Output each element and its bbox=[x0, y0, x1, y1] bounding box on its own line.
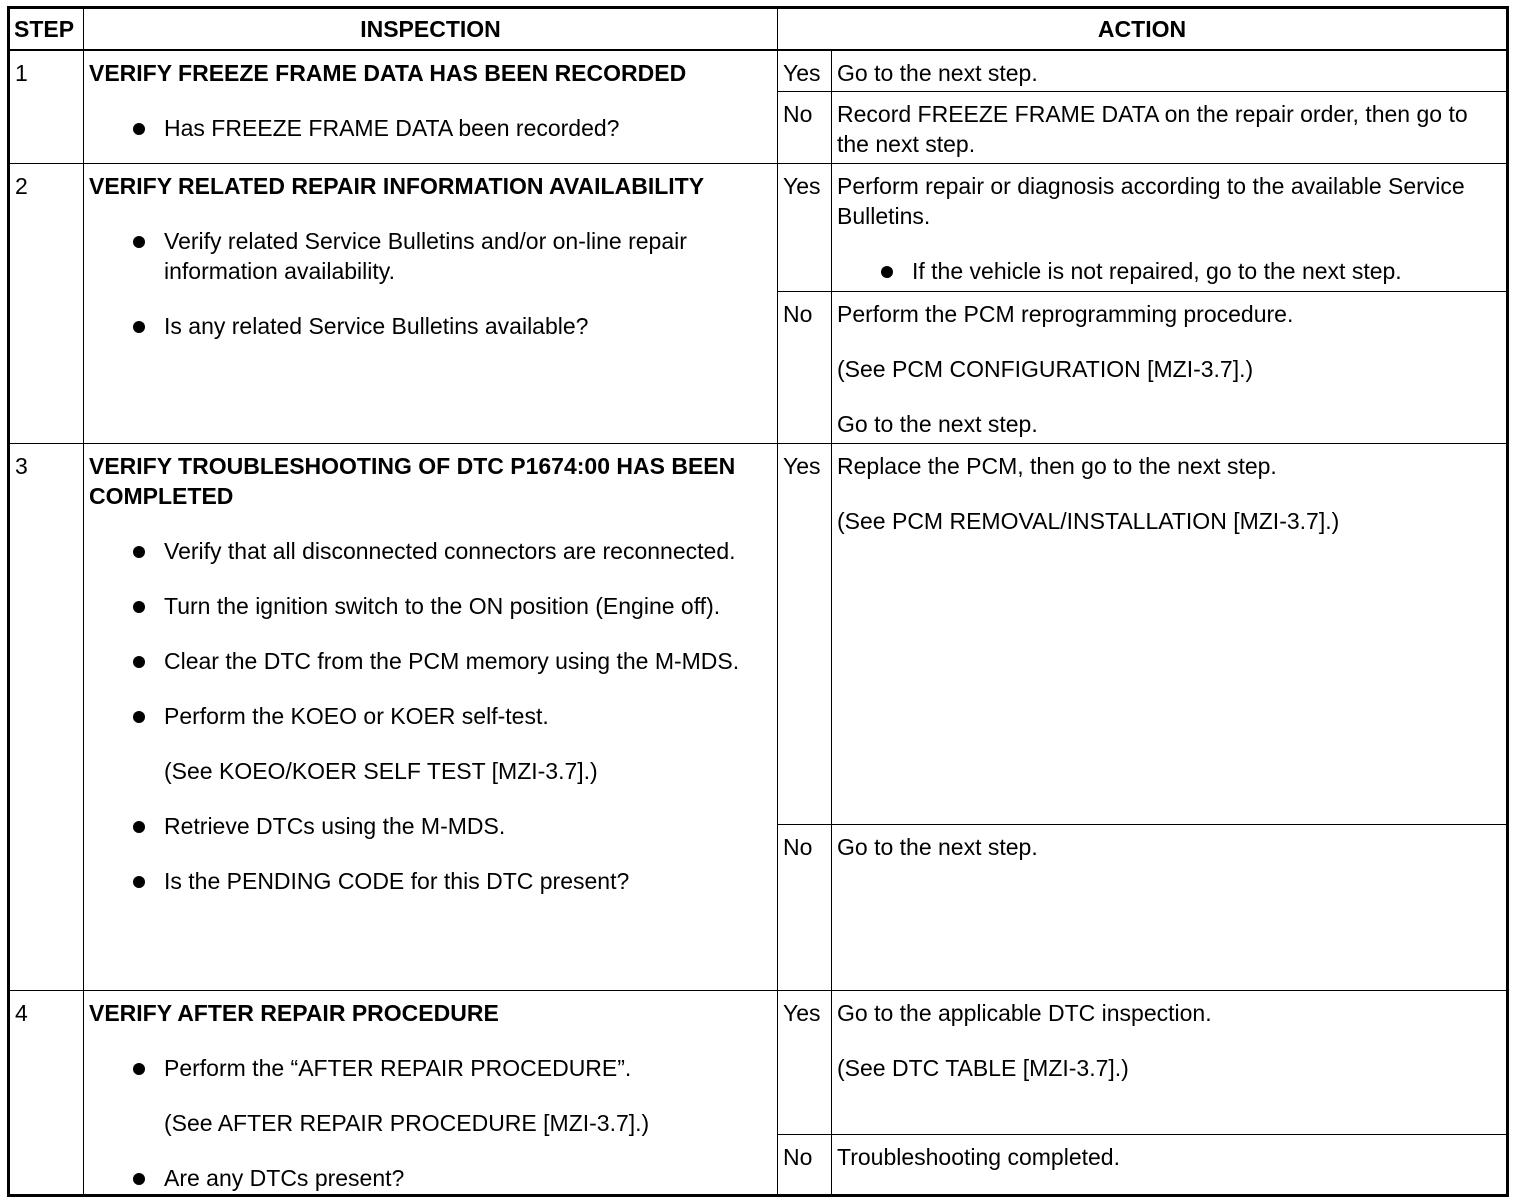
header-action: ACTION bbox=[778, 8, 1508, 50]
bullet-text: Verify related Service Bulletins and/or on-line repair information availability. bbox=[164, 228, 687, 284]
step-1-yes-row bbox=[9, 50, 1508, 92]
inspection-table bbox=[7, 6, 1509, 1197]
no-action bbox=[832, 292, 1508, 444]
reference-note: (See AFTER REPAIR PROCEDURE [MZI-3.7].) bbox=[164, 1110, 650, 1136]
bullet-text: Are any DTCs present? bbox=[164, 1165, 405, 1191]
action-line: Perform the PCM reprogramming procedure. bbox=[837, 301, 1294, 327]
bullet-item bbox=[89, 591, 772, 621]
step-number: 3 bbox=[9, 444, 84, 991]
header-step: STEP bbox=[9, 8, 84, 50]
step-2-yes-row bbox=[9, 164, 1508, 292]
step-number: 1 bbox=[9, 50, 84, 164]
bullet-dot-icon bbox=[133, 1173, 145, 1185]
no-label: No bbox=[778, 825, 832, 991]
bullet-text: Verify that all disconnected connectors are reconnected. bbox=[164, 538, 736, 564]
yes-action: Go to the next step. bbox=[832, 50, 1508, 92]
bullet-text: Is the PENDING CODE for this DTC present? bbox=[164, 868, 630, 894]
bullet-text: If the vehicle is not repaired, go to the next step. bbox=[912, 258, 1402, 284]
bullet-list bbox=[89, 1053, 772, 1083]
bullet-text: Is any related Service Bulletins available? bbox=[164, 313, 589, 339]
bullet-item bbox=[89, 536, 772, 566]
bullet-list bbox=[89, 113, 772, 143]
bullet-item bbox=[89, 311, 772, 341]
bullet-item bbox=[89, 701, 772, 731]
bullet-item bbox=[89, 866, 772, 896]
bullet-text: Perform the KOEO or KOER self-test. bbox=[164, 703, 549, 729]
bullet-dot-icon bbox=[133, 876, 145, 888]
bullet-dot-icon bbox=[133, 656, 145, 668]
step-3-inspection bbox=[84, 444, 778, 991]
bullet-item bbox=[89, 226, 772, 286]
step-number: 4 bbox=[9, 991, 84, 1196]
action-bullet-item bbox=[837, 256, 1501, 286]
bullet-dot-icon bbox=[133, 1063, 145, 1075]
step-title: VERIFY RELATED REPAIR INFORMATION AVAILABILITY bbox=[89, 173, 705, 199]
action-line: (See DTC TABLE [MZI-3.7].) bbox=[837, 1055, 1129, 1081]
bullet-dot-icon bbox=[133, 821, 145, 833]
step-title: VERIFY TROUBLESHOOTING OF DTC P1674:00 HAS BEEN COMPLETED bbox=[89, 453, 736, 509]
no-label: No bbox=[778, 92, 832, 164]
bullet-list bbox=[89, 811, 772, 896]
header-row bbox=[9, 8, 1508, 50]
step-4-inspection bbox=[84, 991, 778, 1196]
bullet-dot-icon bbox=[133, 601, 145, 613]
reference-note: (See KOEO/KOER SELF TEST [MZI-3.7].) bbox=[164, 758, 598, 784]
bullet-text: Clear the DTC from the PCM memory using the M-MDS. bbox=[164, 648, 740, 674]
yes-action bbox=[832, 991, 1508, 1135]
bullet-item bbox=[89, 811, 772, 841]
bullet-item bbox=[89, 646, 772, 676]
yes-label: Yes bbox=[778, 991, 832, 1135]
action-line: Go to the applicable DTC inspection. bbox=[837, 1000, 1212, 1026]
step-number: 2 bbox=[9, 164, 84, 444]
yes-action bbox=[832, 164, 1508, 292]
header-inspection: INSPECTION bbox=[84, 8, 778, 50]
yes-label: Yes bbox=[778, 50, 832, 92]
step-title: VERIFY FREEZE FRAME DATA HAS BEEN RECORDED bbox=[89, 59, 687, 86]
bullet-text: Perform the “AFTER REPAIR PROCEDURE”. bbox=[164, 1055, 632, 1081]
step-3-yes-row bbox=[9, 444, 1508, 825]
bullet-list bbox=[89, 536, 772, 731]
yes-label: Yes bbox=[778, 164, 832, 292]
bullet-list bbox=[89, 1163, 772, 1193]
no-action: Go to the next step. bbox=[832, 825, 1508, 991]
yes-label: Yes bbox=[778, 444, 832, 825]
action-line: (See PCM CONFIGURATION [MZI-3.7].) bbox=[837, 356, 1254, 382]
step-title: VERIFY AFTER REPAIR PROCEDURE bbox=[89, 1000, 499, 1026]
bullet-item bbox=[89, 1163, 772, 1193]
no-action: Troubleshooting completed. bbox=[832, 1135, 1508, 1196]
bullet-dot-icon bbox=[133, 711, 145, 723]
bullet-item bbox=[89, 113, 772, 143]
bullet-dot-icon bbox=[133, 546, 145, 558]
yes-action bbox=[832, 444, 1508, 825]
action-line: Replace the PCM, then go to the next step. bbox=[837, 453, 1277, 479]
action-line: Go to the next step. bbox=[837, 411, 1038, 437]
step-4-yes-row bbox=[9, 991, 1508, 1135]
no-label: No bbox=[778, 1135, 832, 1196]
bullet-dot-icon bbox=[133, 123, 145, 135]
action-bullet-list bbox=[837, 256, 1501, 286]
step-2-inspection bbox=[84, 164, 778, 444]
bullet-dot-icon bbox=[133, 236, 145, 248]
bullet-dot-icon bbox=[881, 266, 893, 278]
action-line: (See PCM REMOVAL/INSTALLATION [MZI-3.7].) bbox=[837, 508, 1340, 534]
bullet-text: Retrieve DTCs using the M-MDS. bbox=[164, 813, 506, 839]
bullet-text: Turn the ignition switch to the ON position (Engine off). bbox=[164, 593, 721, 619]
no-action: Record FREEZE FRAME DATA on the repair order, then go to the next step. bbox=[832, 92, 1508, 164]
action-text: Perform repair or diagnosis according to the available Service Bulletins. bbox=[837, 173, 1465, 229]
bullet-list bbox=[89, 226, 772, 341]
bullet-dot-icon bbox=[133, 321, 145, 333]
bullet-text: Has FREEZE FRAME DATA been recorded? bbox=[164, 114, 620, 141]
bullet-item bbox=[89, 1053, 772, 1083]
step-1-inspection bbox=[84, 50, 778, 164]
no-label: No bbox=[778, 292, 832, 444]
